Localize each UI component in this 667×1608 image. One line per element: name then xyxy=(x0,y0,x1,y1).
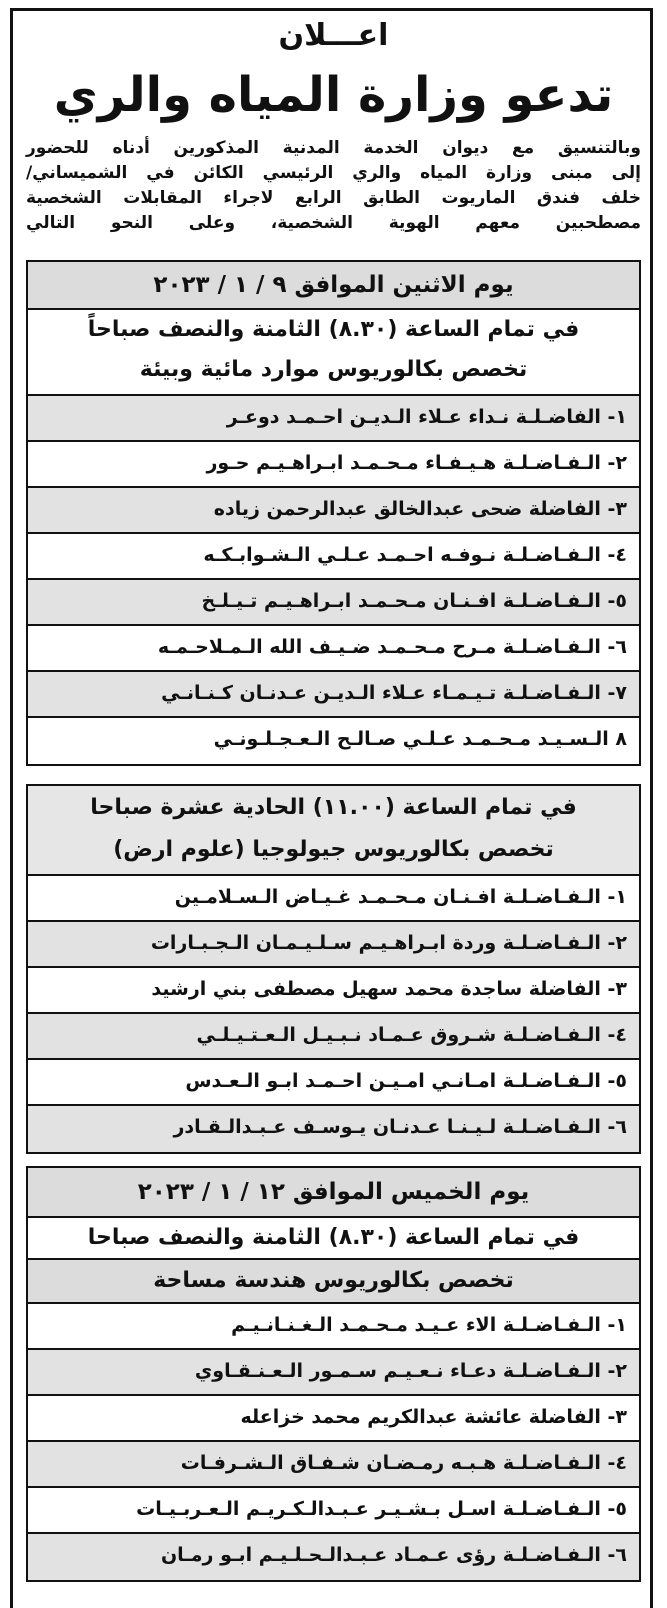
list-item: ٢- الـفـاضـلـة دعـاء نـعـيـم سـمـور الـعـنـقـاوي xyxy=(28,1350,639,1396)
list-item: ٤- الـفـاضـلـة هـبـه رمـضـان شـفـاق الـشـرفـات xyxy=(28,1442,639,1488)
specialty-header: تخصص بكالوريوس هندسة مساحة xyxy=(28,1260,639,1304)
time-block xyxy=(28,786,639,876)
list-item: ٣- الفاضلة ساجدة محمد سهيل مصطفى بني ارشيد xyxy=(28,968,639,1014)
day-header: يوم الخميس الموافق ١٢ / ١ / ٢٠٢٣ xyxy=(28,1168,639,1218)
list-item: ١- الـفـاضـلـة الاء عـيـد مـحـمـد الـغـنـانـيـم xyxy=(28,1304,639,1350)
list-item: ١- الـفـاضـلـة افـنـان مـحـمـد غـيـاض الـسـلامـين xyxy=(28,876,639,922)
time-line: في تمام الساعة (٨.٣٠) الثامنة والنصف صباحا xyxy=(87,1225,580,1250)
list-item: ٤- الـفـاضـلـة شـروق عـمـاد نـبـيـل الـعـتـيـلـي xyxy=(28,1014,639,1060)
specialty-line: تخصص بكالوريوس موارد مائية وبيئة xyxy=(139,357,528,382)
name-list xyxy=(28,876,639,1152)
time-block xyxy=(28,1218,639,1260)
day-header: يوم الاثنين الموافق ٩ / ١ / ٢٠٢٣ xyxy=(28,262,639,310)
list-item: ٦- الـفـاضـلـة مـرح مـحـمـد ضـيـف الله الـمـلاحـمـه xyxy=(28,626,639,672)
schedule-section-thursday xyxy=(26,1166,641,1582)
list-item: ٤- الـفـاضـلـة نـوفـه احـمـد عـلـي الـشـوابـكـه xyxy=(28,534,639,580)
list-item: ٢- الـفـاضـلـة وردة ابـراهـيـم سـلـيـمـان الـجـبـارات xyxy=(28,922,639,968)
time-block xyxy=(28,310,639,396)
intro-line: إلى مبنى وزارة المياه والري الرئيسي الكائن في الشميساني/ xyxy=(26,163,641,183)
time-line: في تمام الساعة (١١.٠٠) الحادية عشرة صباحا xyxy=(90,795,577,820)
schedule-section-monday xyxy=(26,260,641,766)
announcement-heading: تدعو وزارة المياه والري xyxy=(53,67,614,123)
list-item: ٥- الـفـاضـلـة اسـل بـشـيـر عـبـدالـكـريـم الـعـربـيـات xyxy=(28,1488,639,1534)
intro-paragraph xyxy=(26,136,641,236)
name-list xyxy=(28,1304,639,1580)
list-item: ٦- الـفـاضـلـة لـيـنـا عـدنـان يـوسـف عـبـدالـقـادر xyxy=(28,1106,639,1152)
time-line: في تمام الساعة (٨.٣٠) الثامنة والنصف صباحاً xyxy=(87,317,580,342)
announcement-title: اعـــلان xyxy=(278,18,389,53)
list-item: ٨ الـسـيـد مـحـمـد عـلـي صـالـح الـعـجـلـونـي xyxy=(213,728,627,750)
intro-line: مصطحبين معهم الهوية الشخصية، وعلى النحو التالي xyxy=(26,213,641,233)
list-item: ٢- الـفـاضـلـة هـيـفـاء مـحـمـد ابـراهـيـم حـور xyxy=(28,442,639,488)
schedule-section-geology xyxy=(26,784,641,1154)
list-item: ٥- الـفـاضـلـة افـنـان مـحـمـد ابـراهـيـم تـيـلـخ xyxy=(28,580,639,626)
intro-line: خلف فندق الماريوت الطابق الرابع لاجراء المقابلات الشخصية xyxy=(26,188,641,208)
name-list xyxy=(28,396,639,764)
list-item: ٣- الفاضلة عائشة عبدالكريم محمد خزاعله xyxy=(28,1396,639,1442)
intro-line: وبالتنسيق مع ديوان الخدمة المدنية المذكورين أدناه للحضور xyxy=(26,138,641,158)
list-item: ٥- الـفـاضـلـة امـانـي امـيـن احـمـد ابـو الـعـدس xyxy=(28,1060,639,1106)
list-item: ٦- الـفـاضـلـة رؤى عـمـاد عـبـدالـحـلـيـم ابـو رمـان xyxy=(28,1534,639,1580)
list-item: ٧- الـفـاضـلـة تـيـمـاء عـلاء الـديـن عـدنـان كـنـانـي xyxy=(28,672,639,718)
list-item: ١- الفاضـلـة نـداء عـلاء الـديـن احـمـد دوعـر xyxy=(28,396,639,442)
specialty-line: تخصص بكالوريوس جيولوجيا (علوم ارض) xyxy=(113,837,554,862)
list-item: ٣- الفاضلة ضحى عبدالخالق عبدالرحمن زياده xyxy=(28,488,639,534)
